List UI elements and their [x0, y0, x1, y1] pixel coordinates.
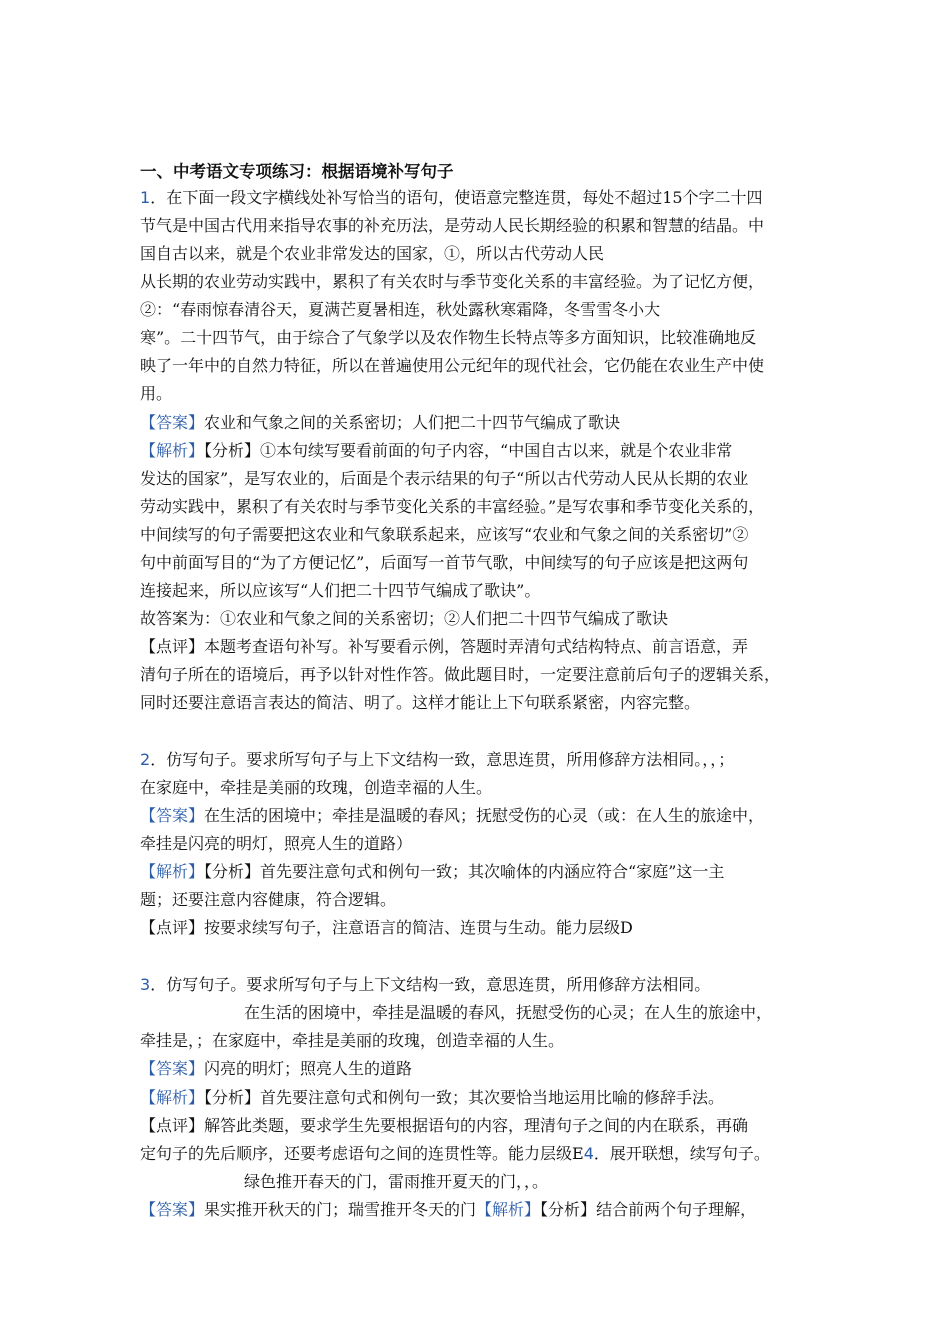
question-3-line-1: 3．仿写句子。要求所写句子与上下文结构一致，意思连贯，所用修辞方法相同。 [140, 975, 711, 994]
answer-row [140, 413, 620, 433]
analysis-tag: 【解析】 [476, 1200, 541, 1219]
section-title: 一、中考语文专项练习：根据语境补写句子 [140, 162, 454, 181]
question-1-line: 节气是中国古代用来指导农事的补充历法，是劳动人民长期经验的积累和智慧的结晶。中 [140, 216, 765, 235]
answer-text: 农业和气象之间的关系密切；人们把二十四节气编成了歌诀 [204, 413, 621, 432]
question-1-line: 从长期的农业劳动实践中，累积了有关农时与季节变化关系的丰富经验。为了记忆方便， [140, 272, 765, 291]
comment-line: 清句子所在的语境后，再予以针对性作答。做此题目时，一定要注意前后句子的逻辑关系， [140, 665, 781, 684]
fenxi-tag: 【分析】 [204, 441, 261, 460]
analysis-line: 连接起来，所以应该写“人们把二十四节气编成了歌诀”。 [140, 581, 541, 600]
comment-row: 【点评】解答此类题，要求学生先要根据语句的内容，理清句子之间的内在联系，再确 [140, 1116, 749, 1135]
answer-tag: 【答案】 [140, 806, 205, 825]
analysis-tag: 【解析】 [140, 1088, 205, 1107]
answer-row: 【答案】在生活的困境中；牵挂是温暖的春风；抚慰受伤的心灵（或：在人生的旅途中， [140, 806, 765, 825]
answer-tag: 【答案】 [140, 1200, 205, 1219]
answer-row: 【答案】闪亮的明灯；照亮人生的道路 [140, 1059, 413, 1078]
comment-tag: 【点评】 [140, 1116, 205, 1135]
comment-tag: 【点评】 [140, 637, 205, 656]
fenxi-tag: 【分析】 [204, 862, 261, 881]
answer-tag: 【答案】 [140, 1059, 205, 1078]
question-1-line: 寒”。二十四节气，由于综合了气象学以及农作物生长特点等多方面知识，比较准确地反 [140, 328, 757, 347]
question-2-line-1: 2．仿写句子。要求所写句子与上下文结构一致，意思连贯，所用修辞方法相同。，，； [140, 750, 735, 769]
analysis-row: 【解析】【分析】①本句续写要看前面的句子内容，“中国自古以来，就是个农业非常 [140, 441, 733, 460]
question-1-line: 映了一年中的自然力特征，所以在普遍使用公元纪年的现代社会，它仍能在农业生产中使 [140, 356, 765, 375]
analysis-line: 劳动实践中，累积了有关农时与季节变化关系的丰富经验。”是写农事和季节变化关系的， [140, 497, 765, 516]
question-1-line-1: 1．在下面一段文字横线处补写恰当的语句，使语意完整连贯，每处不超过15个字二十四 [140, 188, 763, 207]
question-1-line: 用。 [140, 384, 173, 403]
answer-row: 【答案】果实推开秋天的门；瑞雪推开冬天的门【解析】【分析】结合前两个句子理解， [140, 1200, 757, 1219]
question-number: 3 [140, 975, 151, 994]
analysis-tag: 【解析】 [140, 862, 205, 881]
fenxi-tag: 【分析】 [540, 1200, 597, 1219]
comment-row: 【点评】本题考查语句补写。补写要看示例，答题时弄清句式结构特点、前言语意，弄 [140, 637, 749, 656]
answer-tag: 【答案】 [140, 413, 205, 432]
analysis-line: 发达的国家”，是写农业的，后面是个表示结果的句子“所以古代劳动人民从长期的农业 [140, 469, 749, 488]
analysis-line: 题；还要注意内容健康，符合逻辑。 [140, 890, 397, 909]
question-4-prompt: ．展开联想，续写句子。 [593, 1144, 770, 1163]
question-3-line: 牵挂是，；在家庭中，牵挂是美丽的玫瑰，创造幸福的人生。 [140, 1031, 565, 1050]
question-3-line: 在生活的困境中，牵挂是温暖的春风，抚慰受伤的心灵；在人生的旅途中， [244, 1003, 773, 1022]
analysis-line: 故答案为：①农业和气象之间的关系密切；②人们把二十四节气编成了歌诀 [140, 609, 669, 628]
question-1-line: 国自古以来，就是个农业非常发达的国家，①，所以古代劳动人民 [140, 244, 605, 263]
comment-line: 同时还要注意语言表达的简洁、明了。这样才能让上下句联系紧密，内容完整。 [140, 693, 701, 712]
comment-line: 定句子的先后顺序，还要考虑语句之间的连贯性等。能力层级E4．展开联想，续写句子。 [140, 1144, 770, 1163]
question-1-line: ②：“春雨惊春清谷天，夏满芒夏暑相连，秋处露秋寒霜降，冬雪雪冬小大 [140, 300, 661, 319]
question-4-example: 绿色推开春天的门，雷雨推开夏天的门，，。 [244, 1172, 549, 1191]
question-number: 2 [140, 750, 151, 769]
question-2-line: 在家庭中，牵挂是美丽的玫瑰，创造幸福的人生。 [140, 778, 493, 797]
analysis-line: 中间续写的句子需要把这农业和气象联系起来，应该写“农业和气象之间的关系密切”② [140, 525, 749, 544]
question-number: 4 [583, 1144, 594, 1163]
comment-tag: 【点评】 [140, 918, 205, 937]
answer-line: 牵挂是闪亮的明灯，照亮人生的道路） [140, 834, 413, 853]
analysis-row: 【解析】【分析】首先要注意句式和例句一致；其次喻体的内涵应符合“家庭”这一主 [140, 862, 725, 881]
question-number: 1 [140, 188, 151, 207]
analysis-tag: 【解析】 [140, 441, 205, 460]
comment-row: 【点评】按要求续写句子，注意语言的简洁、连贯与生动。能力层级D [140, 918, 633, 937]
analysis-row: 【解析】【分析】首先要注意句式和例句一致；其次要恰当地运用比喻的修辞手法。 [140, 1088, 725, 1107]
fenxi-tag: 【分析】 [204, 1088, 261, 1107]
analysis-line: 句中前面写目的“为了方便记忆”，后面写一首节气歌，中间续写的句子应该是把这两句 [140, 553, 749, 572]
